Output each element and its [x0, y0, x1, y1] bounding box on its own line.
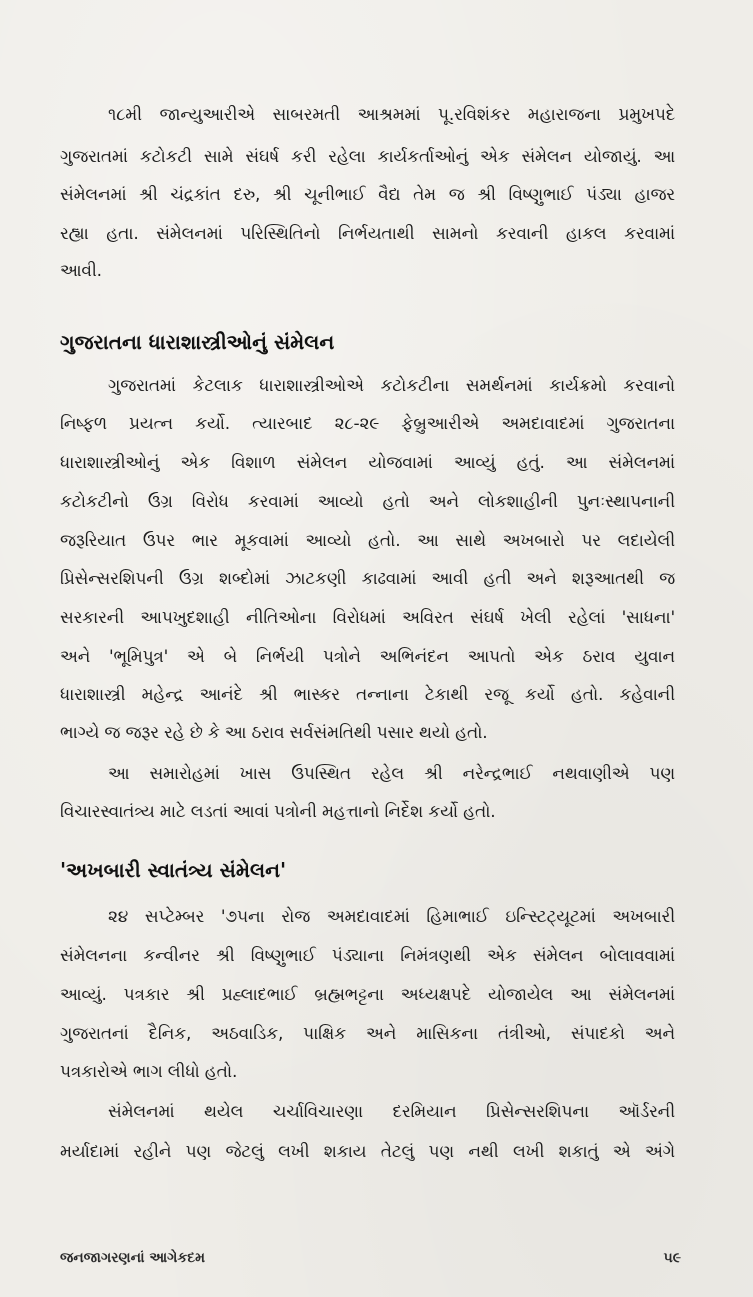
- paragraph-line: ધારાશાસ્ત્રીઓનું એક વિશાળ સંમેલન યોજવામાં આવ્યું હતું. આ સંમેલનમાં: [60, 453, 675, 473]
- paragraph-line: સંમેલનના કન્વીનર શ્રી વિષ્ણુભાઈ પંડ્યાના નિમંત્રણથી એક સંમેલન બોલાવવામાં: [60, 946, 675, 966]
- paragraph-line: ભાગ્યે જ જરૂર રહે છે કે આ ઠરાવ સર્વસંમતિથી પસાર થયો હતો.: [60, 723, 488, 743]
- paragraph-line: સંમેલનમાં શ્રી ચંદ્રકાંત દરુ, શ્રી ચૂનીભાઈ વૈદ્ય તેમ જ શ્રી વિષ્ણુભાઈ પંડ્યા હાજર: [60, 185, 675, 205]
- paragraph-line: ધારાશાસ્ત્રી મહેન્દ્ર આનંદે શ્રી ભાસ્કર તન્નાના ટેકાથી રજૂ કર્યો હતો. કહેવાની: [60, 685, 675, 705]
- paragraph-line: રહ્યા હતા. સંમેલનમાં પરિસ્થિતિનો નિર્ભયતાથી સામનો કરવાની હાકલ કરવામાં: [60, 224, 675, 244]
- paragraph-line: સંમેલનમાં થયેલ ચર્ચાવિચારણા દરમિયાન પ્રિસેન્સરશિપના ઑર્ડરની: [108, 1102, 675, 1122]
- paragraph-line: ૨૪ સપ્ટેમ્બર '૭૫ના રોજ અમદાવાદમાં હિમાભાઈ ઇન્સ્ટિટ્યૂટમાં અખબારી: [108, 907, 675, 927]
- paragraph-line: પત્રકારોએ ભાગ લીધો હતો.: [60, 1062, 238, 1082]
- paragraph-line: વિચારસ્વાતંત્ર્ય માટે લડતાં આવાં પત્રોની મહત્તાનો નિર્દેશ કર્યો હતો.: [60, 802, 496, 822]
- paragraph-line: આ સમારોહમાં ખાસ ઉપસ્થિત રહેલ શ્રી નરેન્દ્રભાઈ નથવાણીએ પણ: [108, 764, 675, 784]
- paragraph-line: ગુજરાતનાં દૈનિક, અઠવાડિક, પાક્ષિક અને માસિકના તંત્રીઓ, સંપાદકો અને: [60, 1024, 675, 1044]
- paragraph-line: ૧૮મી જાન્યુઆરીએ સાબરમતી આશ્રમમાં પૂ.રવિશંકર મહારાજના પ્રમુખપદે: [108, 105, 675, 125]
- section-heading: ગુજરાતના ધારાશાસ્ત્રીઓનું સંમેલન: [60, 330, 335, 354]
- paragraph-line: નિષ્ફળ પ્રયત્ન કર્યો. ત્યારબાદ ૨૮-૨૯ ફેબ્રુઆરીએ અમદાવાદમાં ગુજરાતના: [60, 414, 675, 434]
- paragraph-line: જરૂરિયાત ઉપર ભાર મૂકવામાં આવ્યો હતો. આ સાથે અખબારો પર લદાયેલી: [60, 531, 675, 551]
- running-footer-title: જનજાગરણનાં આગેકદમ: [60, 1250, 205, 1266]
- paragraph-line: અને 'ભૂમિપુત્ર' એ બે નિર્ભયી પત્રોને અભિનંદન આપતો એક ઠરાવ યુવાન: [60, 647, 675, 667]
- paragraph-line: મર્યાદામાં રહીને પણ જેટલું લખી શકાય તેટલું પણ નથી લખી શકાતું એ અંગે: [60, 1142, 675, 1162]
- section-heading: 'અખબારી સ્વાતંત્ર્ય સંમેલન': [60, 858, 287, 882]
- paragraph-line: સરકારની આપખુદશાહી નીતિઓના વિરોધમાં અવિરત સંઘર્ષ ખેલી રહેલાં 'સાધના': [60, 608, 675, 628]
- paragraph-line: કટોકટીનો ઉગ્ર વિરોધ કરવામાં આવ્યો હતો અને લોકશાહીની પુનઃસ્થાપનાની: [60, 492, 675, 512]
- page-number: ૫૯: [663, 1250, 681, 1266]
- paragraph-line: આવી.: [60, 261, 102, 281]
- paragraph-line: આવ્યું. પત્રકાર શ્રી પ્રહ્લાદભાઈ બ્રહ્મભટ્ટના અધ્યક્ષપદે યોજાયેલ આ સંમેલનમાં: [60, 985, 675, 1005]
- paragraph-line: પ્રિસેન્સરશિપની ઉગ્ર શબ્દોમાં ઝાટકણી કાઢવામાં આવી હતી અને શરૂઆતથી જ: [60, 569, 675, 589]
- paragraph-line: ગુજરાતમાં કટોકટી સામે સંઘર્ષ કરી રહેલા કાર્યકર્તાઓનું એક સંમેલન યોજાયું. આ: [60, 147, 675, 167]
- paragraph-line: ગુજરાતમાં કેટલાક ધારાશાસ્ત્રીઓએ કટોકટીના સમર્થનમાં કાર્યક્રમો કરવાનો: [108, 376, 675, 396]
